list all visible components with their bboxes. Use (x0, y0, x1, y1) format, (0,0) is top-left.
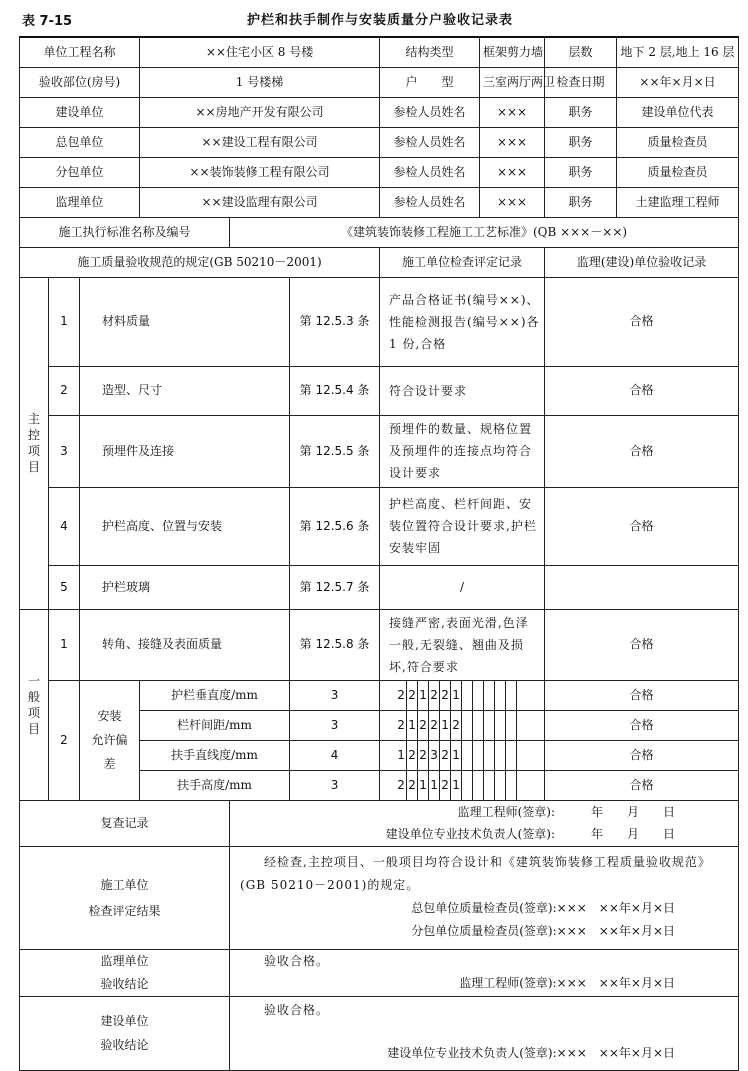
document-title: 护栏和扶手制作与安装质量分户验收记录表 (246, 13, 513, 28)
item-record: 接缝严密,表面光滑,色泽一般,无裂缝、翘曲及损坏,符合要求 (380, 609, 545, 680)
party-post-label: 职务 (545, 127, 617, 157)
party-person-value: ××× (480, 187, 545, 217)
item-clause: 第 12.5.5 条 (290, 415, 380, 487)
item-clause: 第 12.5.4 条 (290, 366, 380, 415)
party-unit-value: ××装饰装修工程有限公司 (140, 157, 380, 187)
part-value: 1 号楼梯 (140, 67, 380, 97)
item-record: 预埋件的数量、规格位置及预埋件的连接点均符合设计要求 (380, 415, 545, 487)
tolerance-limit: 3 (290, 680, 380, 710)
party-unit-value: ××建设工程有限公司 (140, 127, 380, 157)
main-item-row (20, 277, 739, 366)
contractor-result-content (230, 846, 739, 949)
party-unit-value: ××房地产开发有限公司 (140, 97, 380, 127)
tolerance-limit: 3 (290, 710, 380, 740)
tolerance-row (20, 680, 739, 710)
main-item-row (20, 415, 739, 487)
party-unit-label: 分包单位 (20, 157, 140, 187)
item-result: 合格 (545, 487, 739, 565)
tolerance-result: 合格 (545, 680, 739, 710)
info-row (20, 67, 739, 97)
general-items-label: 一 般 项 目 (20, 609, 49, 800)
item-number: 2 (49, 366, 80, 415)
owner-result-content (230, 996, 739, 1070)
contractor-header: 施工单位检查评定记录 (380, 247, 545, 277)
party-unit-value: ××建设监理有限公司 (140, 187, 380, 217)
tolerance-values: 2 1 2 2 1 2 (380, 710, 545, 740)
item-name: 预埋件及连接 (80, 415, 290, 487)
info-row (20, 37, 739, 67)
party-row (20, 127, 739, 157)
owner-result-label: 建设单位 验收结论 (20, 996, 230, 1070)
spec-header-row (20, 247, 739, 277)
item-result: 合格 (545, 609, 739, 680)
owner-result-row (20, 996, 739, 1070)
party-unit-label: 建设单位 (20, 97, 140, 127)
struct-value: 框架剪力墙 (480, 37, 545, 67)
tolerance-limit: 4 (290, 740, 380, 770)
item-record: 产品合格证书(编号××)、性能检测报告(编号××)各 1 份,合格 (380, 277, 545, 366)
date-label: 检查日期 (545, 67, 617, 97)
party-post-label: 职务 (545, 157, 617, 187)
item-clause: 第 12.5.6 条 (290, 487, 380, 565)
review-row (20, 800, 739, 846)
supervisor-sign: 监理工程师(签章):××× ××年×月×日 (459, 975, 676, 990)
tolerance-values: 2 2 1 2 2 1 (380, 680, 545, 710)
supervisor-result-row (20, 949, 739, 996)
party-post-value: 土建监理工程师 (617, 187, 739, 217)
item-record: 符合设计要求 (380, 366, 545, 415)
project-value: ××住宅小区 8 号楼 (140, 37, 380, 67)
party-post-value: 建设单位代表 (617, 97, 739, 127)
party-person-value: ××× (480, 157, 545, 187)
supervisor-result-text: 验收合格。 (264, 953, 330, 968)
tolerance-values: 2 2 1 1 2 1 (380, 770, 545, 800)
floors-label: 层数 (545, 37, 617, 67)
item-number: 5 (49, 565, 80, 609)
item-result: 合格 (545, 277, 739, 366)
party-post-label: 职务 (545, 187, 617, 217)
general-item-row (20, 609, 739, 680)
review-line-2: 建设单位专业技术负责人(签章): 年 月 日 (385, 827, 676, 841)
party-row (20, 187, 739, 217)
item-clause: 第 12.5.8 条 (290, 609, 380, 680)
part-label: 验收部位(房号) (20, 67, 140, 97)
item-name: 材料质量 (80, 277, 290, 366)
review-label: 复查记录 (20, 800, 230, 846)
standard-row (20, 217, 739, 247)
standard-value: 《建筑装饰装修工程施工工艺标准》(QB ×××－××) (230, 217, 739, 247)
item-clause: 第 12.5.7 条 (290, 565, 380, 609)
inspection-record-table (19, 36, 739, 1071)
item-number: 2 (49, 680, 80, 800)
struct-label: 结构类型 (380, 37, 480, 67)
item-name: 护栏玻璃 (80, 565, 290, 609)
party-post-value: 质量检查员 (617, 127, 739, 157)
tolerance-name: 扶手高度/mm (140, 770, 290, 800)
party-post-value: 质量检查员 (617, 157, 739, 187)
type-value: 三室两厅两卫 (480, 67, 545, 97)
supervisor-result-label: 监理单位 验收结论 (20, 949, 230, 996)
review-signatures (230, 800, 739, 846)
item-number: 1 (49, 277, 80, 366)
party-person-value: ××× (480, 97, 545, 127)
review-line-1: 监理工程师(签章): 年 月 日 (457, 805, 676, 819)
owner-result-text: 验收合格。 (264, 1002, 330, 1017)
tolerance-values: 1 2 2 3 2 1 (380, 740, 545, 770)
contractor-result-text: 经检查,主控项目、一般项目均符合设计和《建筑装饰装修工程质量验收规范》(GB 50210－2001)的规定。 (240, 854, 711, 892)
party-person-label: 参检人员姓名 (380, 127, 480, 157)
tolerance-name: 扶手直线度/mm (140, 740, 290, 770)
table-number: 表 7-15 (22, 14, 73, 29)
party-person-label: 参检人员姓名 (380, 187, 480, 217)
main-item-row (20, 565, 739, 609)
party-row (20, 157, 739, 187)
spec-header: 施工质量验收规范的规定(GB 50210－2001) (20, 247, 380, 277)
tolerance-limit: 3 (290, 770, 380, 800)
project-label: 单位工程名称 (20, 37, 140, 67)
party-person-value: ××× (480, 127, 545, 157)
item-clause: 第 12.5.3 条 (290, 277, 380, 366)
tolerance-label: 安装 允许偏 差 (80, 680, 140, 800)
contractor-result-label: 施工单位 检查评定结果 (20, 846, 230, 949)
contractor-sign-1: 总包单位质量检查员(签章):××× ××年×月×日 (411, 900, 676, 915)
item-number: 3 (49, 415, 80, 487)
supervisor-result-content (230, 949, 739, 996)
tolerance-result: 合格 (545, 740, 739, 770)
contractor-result-row (20, 846, 739, 949)
party-person-label: 参检人员姓名 (380, 157, 480, 187)
item-record: 护栏高度、栏杆间距、安装位置符合设计要求,护栏安装牢固 (380, 487, 545, 565)
main-items-label: 主 控 项 目 (20, 277, 49, 609)
owner-sign: 建设单位专业技术负责人(签章):××× ××年×月×日 (387, 1045, 676, 1060)
item-number: 1 (49, 609, 80, 680)
tolerance-name: 护栏垂直度/mm (140, 680, 290, 710)
floors-value: 地下 2 层,地上 16 层 (617, 37, 739, 67)
supervisor-header: 监理(建设)单位验收记录 (545, 247, 739, 277)
party-unit-label: 总包单位 (20, 127, 140, 157)
party-row (20, 97, 739, 127)
item-number: 4 (49, 487, 80, 565)
item-name: 护栏高度、位置与安装 (80, 487, 290, 565)
party-post-label: 职务 (545, 97, 617, 127)
item-name: 造型、尺寸 (80, 366, 290, 415)
party-person-label: 参检人员姓名 (380, 97, 480, 127)
document-header (0, 0, 748, 36)
tolerance-name: 栏杆间距/mm (140, 710, 290, 740)
item-result (545, 565, 739, 609)
item-result: 合格 (545, 366, 739, 415)
standard-label: 施工执行标准名称及编号 (20, 217, 230, 247)
party-unit-label: 监理单位 (20, 187, 140, 217)
main-item-row (20, 366, 739, 415)
type-label: 户 型 (380, 67, 480, 97)
tolerance-result: 合格 (545, 770, 739, 800)
main-item-row (20, 487, 739, 565)
tolerance-result: 合格 (545, 710, 739, 740)
contractor-sign-2: 分包单位质量检查员(签章):××× ××年×月×日 (411, 923, 676, 938)
item-record: / (380, 565, 545, 609)
item-name: 转角、接缝及表面质量 (80, 609, 290, 680)
date-value: ××年×月×日 (617, 67, 739, 97)
item-result: 合格 (545, 415, 739, 487)
